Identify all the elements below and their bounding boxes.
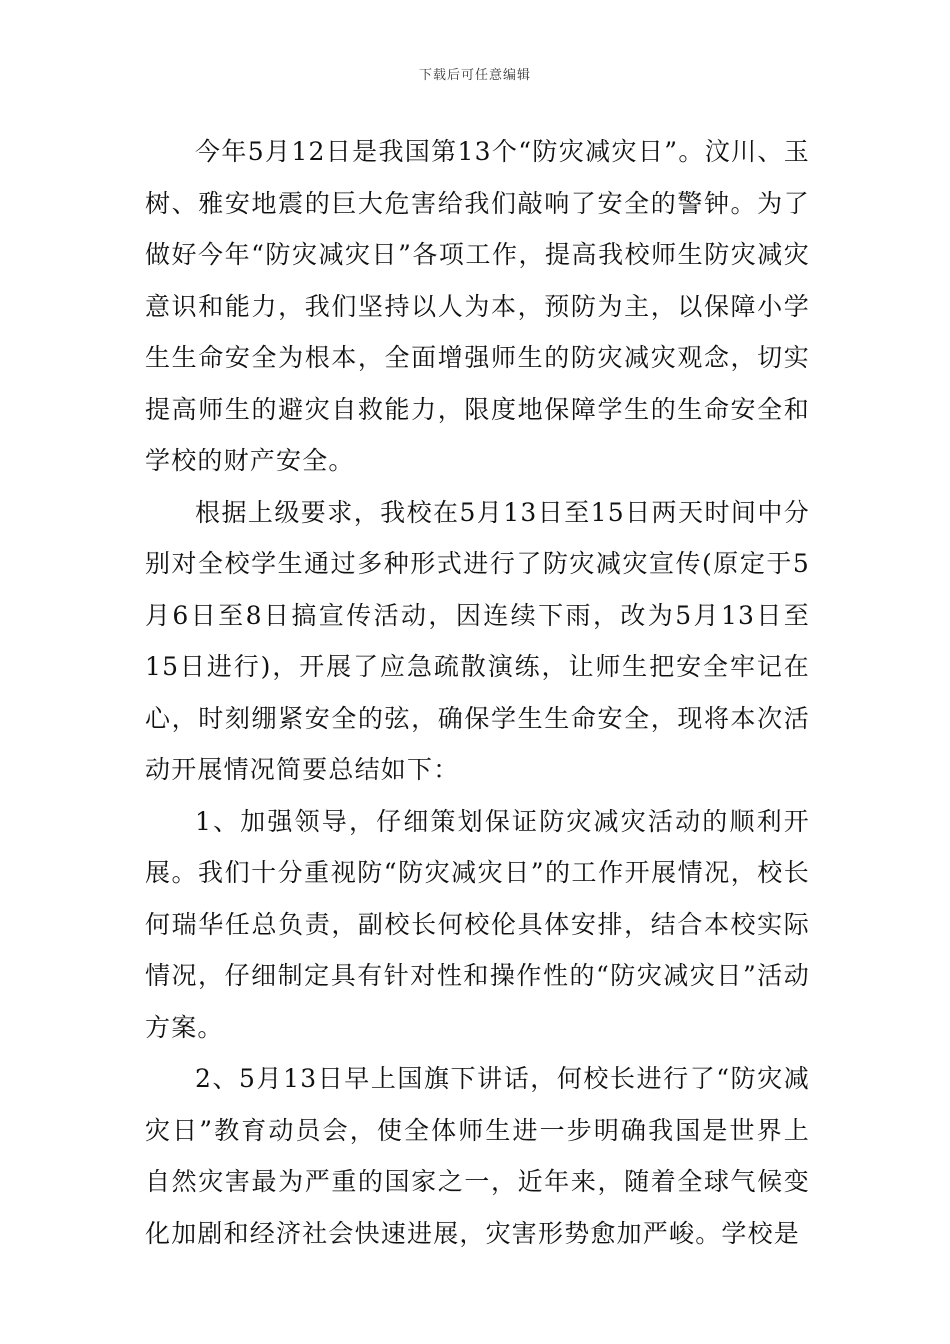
paragraph-intro: 今年5月12日是我国第13个“防灾减灾日”。汶川、玉树、雅安地震的巨大危害给我们敲响了安全的警钟。为了做好今年“防灾减灾日”各项工作，提高我校师生防灾减灾意识和能力，我们坚持以人为本，预防为主，以保障小学生生命安全为根本，全面增强师生的防灾减灾观念，切实提高师生的避灾自救能力，限度地保障学生的生命安全和学校的财产安全。 — [145, 137, 810, 475]
document-body — [145, 126, 810, 1259]
paragraph-activity-summary: 根据上级要求，我校在5月13日至15日两天时间中分别对全校学生通过多种形式进行了防灾减灾宣传(原定于5月6日至8日搞宣传活动，因连续下雨，改为5月13日至15日进行)，开展了应急疏散演练，让师生把安全牢记在心，时刻绷紧安全的弦，确保学生生命安全，现将本次活动开展情况简要总结如下： — [145, 497, 810, 784]
page-header: 下载后可任意编辑 — [418, 68, 531, 83]
paragraph-item-2: 2、5月13日早上国旗下讲话，何校长进行了“防灾减灾日”教育动员会，使全体师生进一步明确我国是世界上自然灾害最为严重的国家之一，近年来，随着全球气候变化加剧和经济社会快速进展，灾害形势愈加严峻。学校是 — [145, 1064, 810, 1248]
paragraph-item-1: 1、加强领导，仔细策划保证防灾减灾活动的顺利开展。我们十分重视防“防灾减灾日”的工作开展情况，校长何瑞华任总负责，副校长何校伦具体安排，结合本校实际情况，仔细制定具有针对性和操作性的“防灾减灾日”活动方案。 — [145, 806, 810, 1042]
